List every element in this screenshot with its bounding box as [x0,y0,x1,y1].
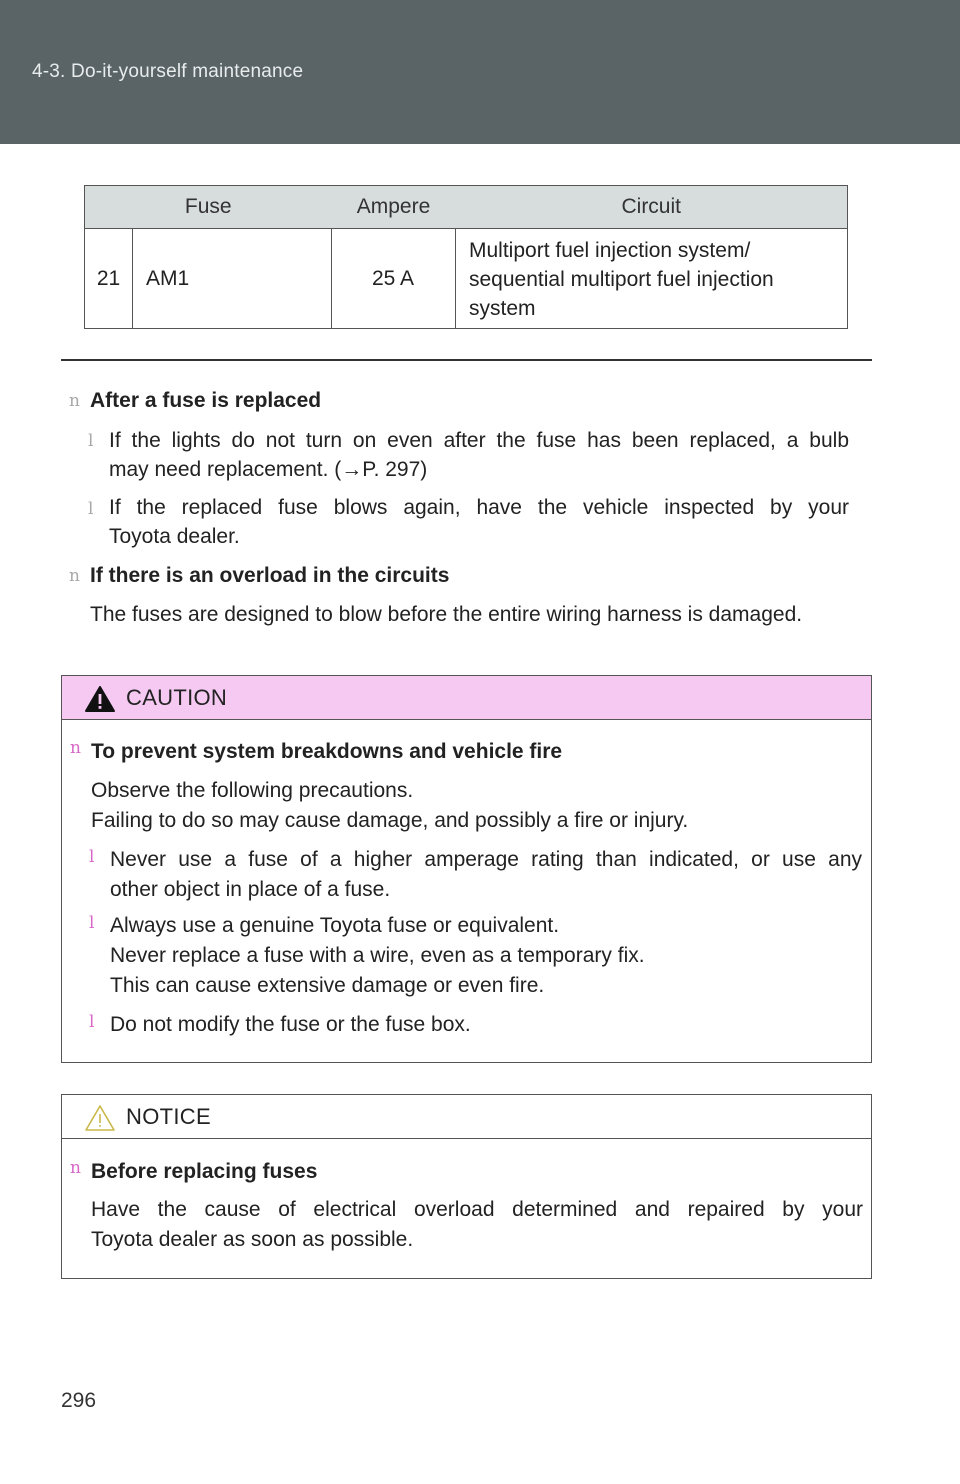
bullet-marker: l [88,499,94,519]
notice-label: NOTICE [126,1104,211,1129]
notice-box [61,1094,872,1279]
caution-box [61,675,872,1063]
caution-label: CAUTION [126,685,228,710]
header-ampere: Ampere [332,186,456,229]
notice-title: Before replacing fuses [91,1160,318,1183]
fuse-name: AM1 [133,229,332,329]
warning-icon [84,685,116,713]
heading-marker: n [69,391,80,411]
overload-text: The fuses are designed to blow before the entire wiring harness is damaged. [90,603,803,626]
circuit-line: system [469,297,536,320]
circuit-line: Multiport fuel injection system/ [469,239,751,262]
caution-item: Never use a fuse of a higher amperage rating than indicated, or use any other object in place of a fuse. [110,848,862,901]
header-circuit: Circuit [456,186,848,229]
caution-item: Do not modify the fuse or the fuse box. [110,1013,471,1036]
bullet-marker: l [89,847,95,867]
header-band [0,0,960,144]
overload-title: If there is an overload in the circuits [90,564,450,587]
caution-header [62,676,871,720]
fuse-ampere: 25 A [332,229,456,329]
heading-marker: n [70,738,81,758]
page-number: 296 [61,1389,97,1412]
fuse-table [84,185,848,329]
caution-item: Always use a genuine Toyota fuse or equivalent. Never replace a fuse with a wire, even as a temporary fix. This can cause extensive damage or even fire. [110,914,645,997]
notice-text: Have the cause of electrical overload determined and repaired by your Toyota dealer as soon as possible. [91,1198,863,1251]
bullet-text: If the lights do not turn on even after the fuse has been replaced, a bulb may need replacement. (→P. 297) [109,429,849,481]
heading-marker: n [69,566,80,586]
fuse-number: 21 [85,229,133,329]
caution-title: To prevent system breakdowns and vehicle fire [91,740,563,763]
warning-outline-icon [84,1104,116,1132]
header-fuse: Fuse [85,186,332,229]
fuse-circuit [456,229,848,329]
table-row [85,229,848,329]
caution-intro: Observe the following precautions. Failing to do so may cause damage, and possibly a fire or injury. [91,779,689,832]
bullet-marker: l [89,913,95,933]
bullet-text: If the replaced fuse blows again, have the vehicle inspected by your Toyota dealer. [109,496,849,548]
after-replaced-title: After a fuse is replaced [90,389,322,412]
section-title: 4-3. Do-it-yourself maintenance [32,61,304,82]
bullet-marker: l [88,431,94,451]
section-divider [61,359,872,361]
notice-header [62,1095,871,1139]
circuit-line: sequential multiport fuel injection [469,268,774,291]
table-header-row [85,186,848,229]
bullet-marker: l [89,1012,95,1032]
heading-marker: n [70,1158,81,1178]
